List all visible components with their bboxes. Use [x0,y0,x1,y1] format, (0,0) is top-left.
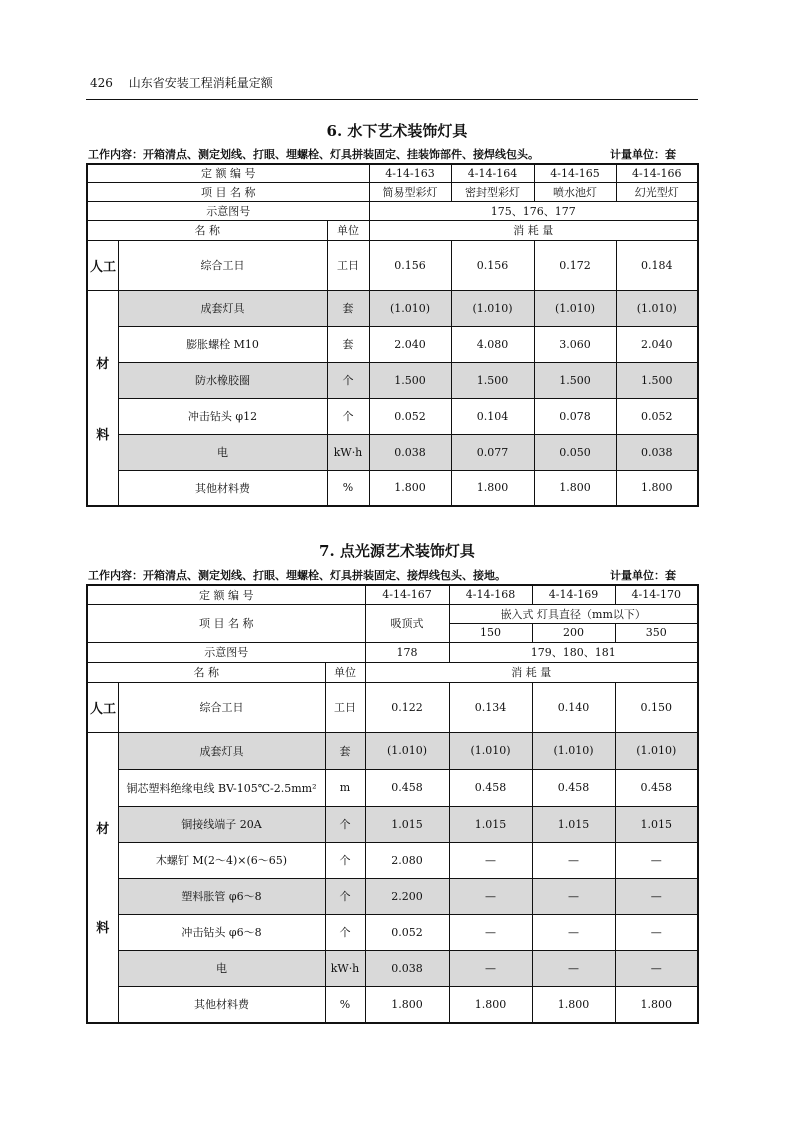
material-unit: 个 [327,398,369,434]
material-value: 1.800 [369,470,451,506]
quota-code: 4-14-170 [615,585,698,604]
labor-value: 0.134 [449,682,532,732]
material-value: 3.060 [534,326,616,362]
section6-work-content: 工作内容：开箱清点、测定划线、打眼、埋螺栓、灯具拼装固定、挂装饰部件、接焊线包头。 [88,148,539,161]
material-name: 膨胀螺栓 M10 [118,326,327,362]
material-unit: m [325,769,365,806]
page-number: 426 [90,76,113,90]
material-name: 塑料胀管 φ6～8 [118,878,325,914]
section7-unit: 计量单位：套 [610,569,676,582]
material-value: 1.500 [616,362,698,398]
material-value: — [615,950,698,986]
material-value: 2.040 [369,326,451,362]
diagram-label: 示意图号 [87,642,365,662]
material-value: 0.052 [365,914,449,950]
labor-value: 0.172 [534,240,616,290]
material-unit: 套 [327,290,369,326]
material-value: 0.052 [616,398,698,434]
material-value: (1.010) [532,732,615,769]
diagram-number: 179、180、181 [449,642,698,662]
material-value: 0.077 [451,434,534,470]
labor-name: 综合工日 [118,240,327,290]
material-value: 0.078 [534,398,616,434]
material-name: 冲击钻头 φ6～8 [118,914,325,950]
section6-table [86,163,699,507]
labor-value: 0.156 [369,240,451,290]
name-header: 名 称 [87,662,325,682]
labor-value: 0.184 [616,240,698,290]
material-unit: 个 [325,842,365,878]
material-label-1: 材 [96,822,110,838]
material-value: (1.010) [534,290,616,326]
material-value: 1.500 [534,362,616,398]
material-value: 0.458 [449,769,532,806]
material-value: (1.010) [616,290,698,326]
page-header [90,74,273,91]
diameter: 350 [615,623,698,642]
consumption-header: 消 耗 量 [369,220,698,240]
material-unit: kW·h [327,434,369,470]
diameter: 150 [449,623,532,642]
labor-category: 人工 [87,682,118,732]
material-name: 冲击钻头 φ12 [118,398,327,434]
item-name: 简易型彩灯 [369,182,451,201]
header-rule [86,99,698,100]
material-unit: % [327,470,369,506]
quota-code: 4-14-164 [451,164,534,182]
diameter: 200 [532,623,615,642]
material-category [87,732,118,1023]
quota-no-label: 定 额 编 号 [87,585,365,604]
material-value: 0.458 [532,769,615,806]
material-value: (1.010) [615,732,698,769]
material-unit: 个 [327,362,369,398]
material-value: 1.015 [449,806,532,842]
material-value: 0.038 [365,950,449,986]
labor-unit: 工日 [327,240,369,290]
material-value: 1.015 [615,806,698,842]
material-name: 其他材料费 [118,470,327,506]
unit-header: 单位 [327,220,369,240]
unit-header: 单位 [325,662,365,682]
labor-value: 0.150 [615,682,698,732]
material-name: 铜芯塑料绝缘电线 BV-105℃-2.5mm² [118,769,325,806]
material-value: 1.015 [532,806,615,842]
material-value: — [615,842,698,878]
material-name: 电 [118,950,325,986]
material-value: — [449,842,532,878]
item-name: 密封型彩灯 [451,182,534,201]
material-name: 成套灯具 [118,732,325,769]
item-name-label: 项 目 名 称 [87,182,369,201]
material-value: — [449,878,532,914]
item-name-label: 项 目 名 称 [87,604,365,642]
material-unit: kW·h [325,950,365,986]
material-value: 2.080 [365,842,449,878]
material-unit: 个 [325,878,365,914]
material-unit: 套 [327,326,369,362]
material-label-1: 材 [96,356,110,372]
material-value: 2.040 [616,326,698,362]
material-value: — [532,878,615,914]
material-value: (1.010) [449,732,532,769]
material-value: 0.458 [615,769,698,806]
material-value: 2.200 [365,878,449,914]
material-unit: 个 [325,914,365,950]
labor-name: 综合工日 [118,682,325,732]
diagram-label: 示意图号 [87,201,369,220]
material-value: 0.458 [365,769,449,806]
quota-no-label: 定 额 编 号 [87,164,369,182]
section6-title: 6. 水下艺术装饰灯具 [326,122,468,140]
material-value: 0.104 [451,398,534,434]
material-unit: 套 [325,732,365,769]
material-value: (1.010) [451,290,534,326]
material-label-2: 料 [96,921,110,937]
material-value: — [532,950,615,986]
material-value: 1.500 [451,362,534,398]
quota-code: 4-14-168 [449,585,532,604]
material-category [87,290,118,506]
material-value: 1.800 [365,986,449,1023]
material-value: — [615,914,698,950]
book-title: 山东省安装工程消耗量定额 [128,76,273,90]
item-name: 吸顶式 [365,604,449,642]
section7-work-content: 工作内容：开箱清点、测定划线、打眼、埋螺栓、灯具拼装固定、接焊线包头、接地。 [88,569,506,582]
material-value: — [532,914,615,950]
material-value: 1.800 [451,470,534,506]
material-value: (1.010) [369,290,451,326]
material-value: — [615,878,698,914]
labor-value: 0.122 [365,682,449,732]
material-value: 1.500 [369,362,451,398]
material-name: 电 [118,434,327,470]
quota-code: 4-14-165 [534,164,616,182]
labor-value: 0.140 [532,682,615,732]
material-value: 0.052 [369,398,451,434]
material-unit: % [325,986,365,1023]
diagram-number: 175、176、177 [369,201,698,220]
material-value: 1.800 [615,986,698,1023]
quota-code: 4-14-163 [369,164,451,182]
material-value: 4.080 [451,326,534,362]
material-value: 1.015 [365,806,449,842]
diagram-number: 178 [365,642,449,662]
embedded-header: 嵌入式 灯具直径（mm以下） [449,604,698,623]
material-name: 其他材料费 [118,986,325,1023]
material-unit: 个 [325,806,365,842]
item-name: 喷水池灯 [534,182,616,201]
labor-unit: 工日 [325,682,365,732]
material-value: (1.010) [365,732,449,769]
material-label-2: 料 [96,427,110,443]
material-value: — [449,950,532,986]
material-value: 1.800 [616,470,698,506]
material-value: 1.800 [449,986,532,1023]
quota-code: 4-14-169 [532,585,615,604]
material-value: 1.800 [534,470,616,506]
section7-title: 7. 点光源艺术装饰灯具 [319,542,475,560]
quota-code: 4-14-167 [365,585,449,604]
labor-value: 0.156 [451,240,534,290]
material-value: 0.038 [616,434,698,470]
name-header: 名 称 [87,220,327,240]
material-value: — [449,914,532,950]
material-name: 木螺钉 M(2～4)×(6～65) [118,842,325,878]
item-name: 幻光型灯 [616,182,698,201]
material-value: — [532,842,615,878]
labor-category: 人工 [87,240,118,290]
material-name: 成套灯具 [118,290,327,326]
material-value: 1.800 [532,986,615,1023]
material-name: 防水橡胶圈 [118,362,327,398]
section6-unit: 计量单位：套 [610,148,676,161]
section7-table [86,584,699,1024]
material-value: 0.050 [534,434,616,470]
material-name: 铜接线端子 20A [118,806,325,842]
quota-code: 4-14-166 [616,164,698,182]
consumption-header: 消 耗 量 [365,662,698,682]
material-value: 0.038 [369,434,451,470]
